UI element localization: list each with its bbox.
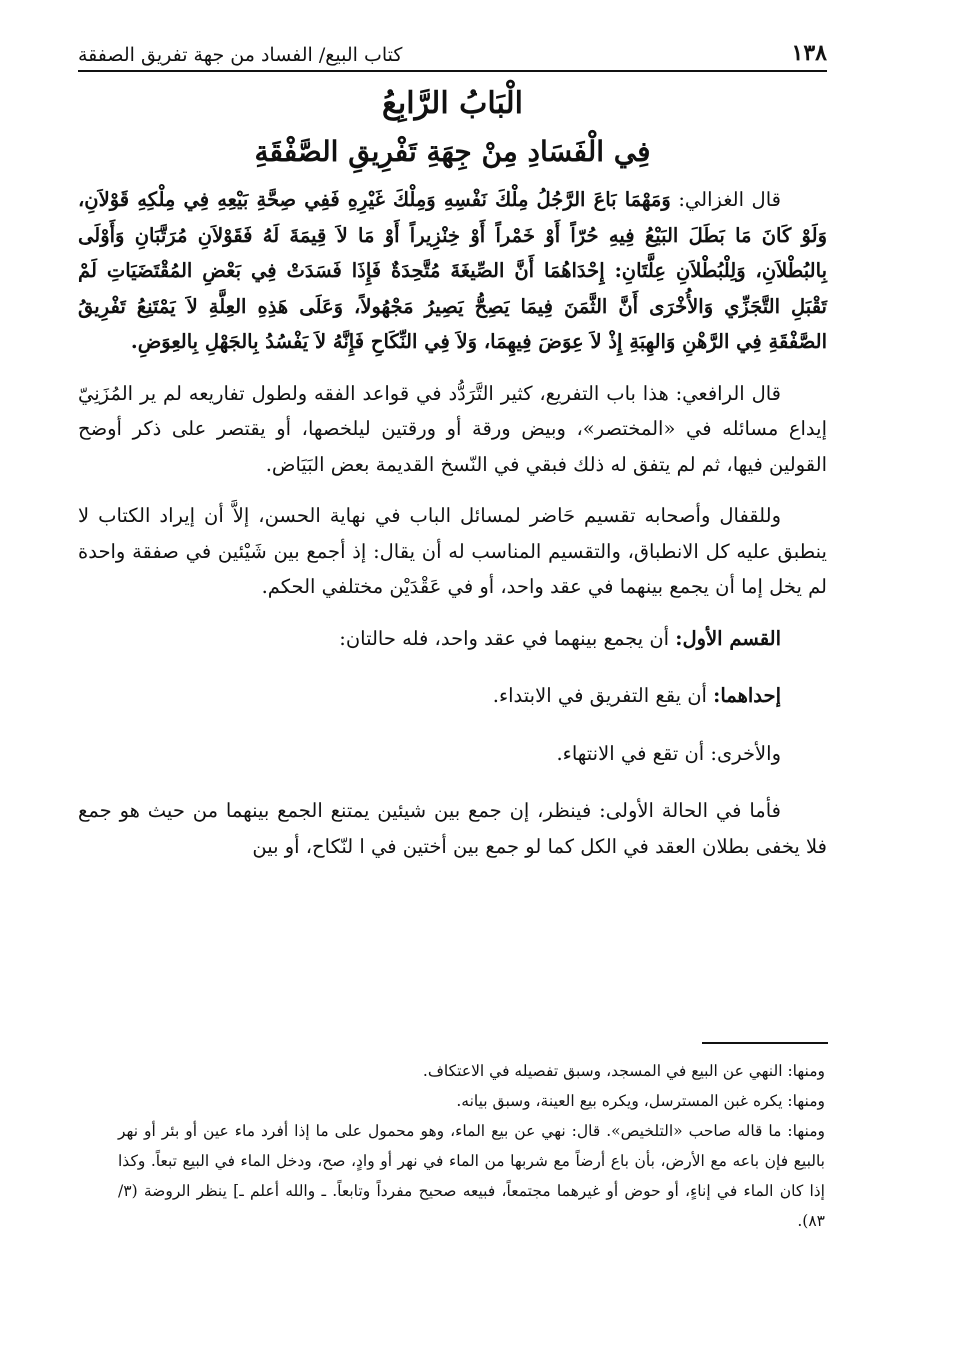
rafii-paragraph: قال الرافعي: هذا باب التفريع، كثير التَّرَدُّد في قواعد الفقه ولطول تفاريعه لم ير المُزَنِيّ إيداع مسائله في «المختصر»، وبيض ورقة أو ورقتين ليلخصها، أو يقتصر على ذكر أوضح القولين فيها، ثم لم يتفق له ذلك فبقي في النّسخ القديمة بعض البَيَاض. xyxy=(78,381,827,476)
qaffal-paragraph: وللقفال وأصحابه تقسيم حَاضر لمسائل الباب في نهاية الحسن، إلاَّ أن إيراد الكتاب لا ينطبق عليه كل الانطباق، والتقسيم المناسب له أن يقال: إذ أجمع بين شَيْئين في صفقة واحدة لم يخل إما أن يجمع بينهما في عقد واحد، أو في عَقْدَيْن مختلفي الحكم. xyxy=(78,504,827,598)
footnote-separator xyxy=(702,1042,828,1044)
page-number: ١٣٨ xyxy=(791,40,827,66)
first-case-label: إحداهما: xyxy=(713,684,781,707)
footnote-line: ومنها: النهي عن البيع في المسجد، وسبق تفصيله في الاعتكاف. xyxy=(422,1062,825,1080)
first-state-paragraph: فأما في الحالة الأولى: فينظر، إن جمع بين شيئين يمتنع الجمع بينهما من حيث هو جمع فلا يخفى بطلان العقد في الكل كما لو جمع بين أختين في ا لنّكاح، أو بين xyxy=(78,799,827,858)
footnote-line: ومنها: يكره غبن المسترسل، ويكره بيع العينة، وسبق بيانه. xyxy=(456,1092,825,1110)
ghazali-speaker: قال الغزالي: xyxy=(678,188,781,211)
chapter-subtitle: فِي الْفَسَادِ مِنْ جِهَةِ تَفْرِيقِ الصَّفْقَةِ xyxy=(254,135,651,168)
other-case-line: والأخرى: أن تقع في الانتهاء. xyxy=(556,741,781,765)
ghazali-paragraph xyxy=(78,182,827,360)
section-one-label: القسم الأول: xyxy=(675,626,781,650)
section-one-line xyxy=(78,621,827,657)
ghazali-text: وَمَهْمَا بَاعَ الرَّجُلُ مِلْكَ نَفْسِهِ وَمِلْكَ غَيْرِهِ فَفِي صِحَّةِ بَيْعِهِ فِي مِلْكِهِ قَوْلاَنِ، وَلَوْ كَانَ مَا بَطَلَ البَيْعُ فِيهِ حُرّاً أَوْ خَمْراً أَوْ خِنْزِيراً أَوْ مَا لاَ قِيمَةَ لَهُ فَقَوْلاَنِ مُرَتَّبَانِ وَأَوْلَى بِالبُطْلاَنِ، وَلِلْبُطْلاَنِ عِلَّتَانِ: إِحْدَاهُمَا أَنَّ الصِّيغَةَ مُتَّحِدَةٌ فَإِذَا فَسَدَتْ فِي بَعْضِ المُقْتَضَيَاتِ لَمْ تَقْبَلِ التَّجَزِّي وَالأُخْرَى أَنَّ الثَّمَنَ فِيمَا يَصِحُّ يَصِيرُ مَجْهُولاً، وَعَلَى هَذِهِ العِلَّةِ لاَ يَمْتَنِعُ تَفْرِيقُ الصَّفْقَةِ فِي الرَّهْنِ وَالهِبَةِ إِذْ لاَ عِوَضَ فِيهِمَا، وَلاَ فِي النِّكَاحِ فَإِنَّهُ لاَ يَفْسُدُ بِالجَهْلِ بِالعِوَضِ. xyxy=(78,188,827,353)
first-case-line xyxy=(78,678,827,714)
section-one-text: أن يجمع بينهما في عقد واحد، فله حالتان: xyxy=(339,626,670,650)
chapter-title: الْبَابُ الرَّابِعُ xyxy=(381,86,524,121)
running-title: كتاب البيع/ الفساد من جهة تفريق الصفقة xyxy=(78,44,403,66)
first-case-text: أن يقع التفريق في الابتداء. xyxy=(492,684,707,707)
page-body xyxy=(78,86,827,880)
footnotes xyxy=(118,1056,825,1236)
footnote-line: ومنها: ما قاله صاحب «التلخيص». قال: نهي عن بيع الماء، وهو محمول على ما إذا أفرد ماء عين أو بئر أو نهر بالبيع فإن باعه مع الأرض، بأن باع أرضاً مع شربها من الماء في نهر أو وادٍ، صح، ودخل الماء في البيع تبعاً. وكذا إذا كان الماء في إناءٍ، أو حوض أو غيرهما مجتمعاً، فبيعه صحيح مفرداً وتابعاً. ـ والله أعلم ـ] ينظر الروضة (٣/ ٨٣). xyxy=(118,1122,825,1230)
page-header xyxy=(78,26,827,72)
